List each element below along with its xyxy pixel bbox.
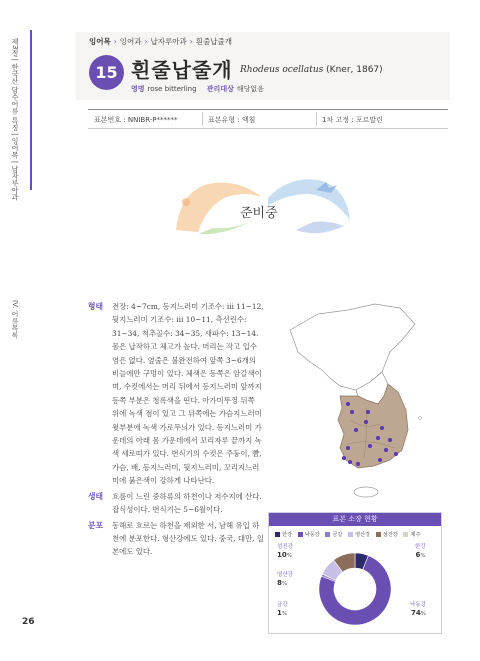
- map-point: [368, 444, 372, 448]
- map-point: [364, 420, 368, 424]
- breadcrumb-order: 잉어목: [89, 37, 111, 46]
- label-geum: 금강 1%: [277, 602, 288, 617]
- legend-item: 제주: [403, 531, 420, 538]
- map-point: [378, 458, 382, 462]
- label-nakdong: 낙동강 74%: [410, 602, 426, 617]
- map-point: [376, 436, 380, 440]
- breadcrumb-family: 잉어과: [119, 37, 142, 46]
- management-label: 관리대상: [206, 85, 234, 93]
- legend-item: 한강: [275, 531, 292, 538]
- scientific-authority: (Kner, 1867): [326, 65, 383, 75]
- table-divider: [202, 112, 203, 126]
- ecology-label: 생태: [88, 491, 104, 501]
- morphology-text: 전장: 4~7cm, 등지느러미 기조수: iii 11~12, 뒷지느러미 기조수: iii 10~11, 측선린수: 31~34, 척추골수: 34~35, 새파수: 13~14. 몸은 납작하고 체고가 높다. 머리는 작고 입수염은 없다. 옆줄은 불완전하여 앞쪽 3~6개의 비늘에만 구멍이 있다. 체색은 등쪽은 암갈색이며, 수컷에서는 머리 뒤에서 등지느러미 앞까지 등쪽 부분은 청록색을 띤다. 아가미뚜껑 뒤쪽 위에 녹색 점이 있고 그 뒤쪽에는 가슴지느러미 윗부분에 녹색 가로무늬가 있다. 등지느러미 가운데의 아래 몸 가운데에서 꼬리자루 끝까지 녹색 세로띠가 있다. 번식기의 수컷은 주둥이, 뺨, 가슴, 배, 등지느러미, 뒷지느러미, 꼬리지느러미에 붉은색이 강하게 나타난다.: [112, 302, 264, 486]
- label-han: 한강 6%: [415, 544, 426, 559]
- legend-item: 영산강: [348, 531, 370, 538]
- map-point: [354, 428, 358, 432]
- english-name-label: 영명: [131, 85, 145, 93]
- ecology-text: 흐름이 느린 중하류의 하천이나 저수지에 산다. 잡식성이다. 번식기는 5~6월이다.: [112, 491, 262, 515]
- chart-title: 표본 소장 현황: [269, 513, 441, 526]
- side-chapter-tab: [10, 38, 26, 268]
- map-point: [342, 456, 346, 460]
- map-point: [388, 438, 392, 442]
- map-point: [366, 410, 370, 414]
- species-description: [88, 300, 264, 561]
- distribution-text: 동해로 흐르는 하천을 제외한 서, 남해 유입 하천에 분포한다. 형산강에도 있다. 중국, 대만, 일본에도 있다.: [112, 520, 265, 557]
- legend-item: 섬진강: [376, 531, 398, 538]
- distribution-map: [270, 300, 455, 505]
- distribution-label: 분포: [88, 520, 104, 530]
- preparing-label: 준비중: [240, 206, 278, 221]
- english-name: rose bitterling: [147, 85, 197, 93]
- map-point: [384, 448, 388, 452]
- breadcrumb: 잉어목 › 잉어과 › 납자루아과 › 흰줄납줄개: [89, 37, 232, 46]
- morphology-label: 형태: [88, 302, 104, 311]
- species-number-badge: 15: [89, 55, 124, 90]
- map-point: [348, 460, 352, 464]
- label-seomjin: 섬진강 10%: [277, 544, 293, 559]
- description-morphology: [88, 300, 264, 488]
- map-point: [394, 452, 398, 456]
- map-point: [346, 446, 350, 450]
- specimen-info-table: [88, 109, 448, 129]
- specimen-holdings-chart: [268, 512, 442, 634]
- map-point: [380, 426, 384, 430]
- management-value: 해당없음: [236, 85, 264, 93]
- label-yeongsan: 영산강 8%: [277, 572, 293, 587]
- fixation-method: 1차 고정 : 포르말린: [322, 116, 383, 124]
- side-section-tab: [10, 300, 20, 338]
- breadcrumb-species: 흰줄납줄개: [195, 37, 232, 46]
- map-point: [350, 410, 354, 414]
- map-point: [346, 402, 350, 406]
- side-accent-bar: [30, 30, 32, 190]
- side-tab-text-2: IV. 어류목록: [11, 300, 19, 339]
- table-divider: [316, 112, 317, 126]
- description-ecology: [88, 490, 264, 517]
- specimen-number: 표본번호 : NNIBR-P******: [94, 116, 178, 124]
- scientific-binomial: Rhodeus ocellatus: [240, 65, 324, 75]
- map-point: [356, 462, 360, 466]
- side-tab-text: 제3절 | 한국산 담수어류 특징 | 잉어목 | 납자루아과: [11, 38, 19, 201]
- species-scientific-name: [240, 65, 383, 75]
- species-meta: [131, 84, 264, 94]
- species-korean-name: 흰줄납줄개: [131, 58, 233, 82]
- page-number: 26: [22, 617, 35, 627]
- specimen-type: 표본유형 : 액침: [208, 116, 256, 124]
- legend-item: 낙동강: [298, 531, 320, 538]
- specimen-points: [270, 300, 455, 505]
- breadcrumb-subfamily: 납자루아과: [150, 37, 187, 46]
- description-distribution: [88, 519, 264, 559]
- legend-item: 금강: [325, 531, 342, 538]
